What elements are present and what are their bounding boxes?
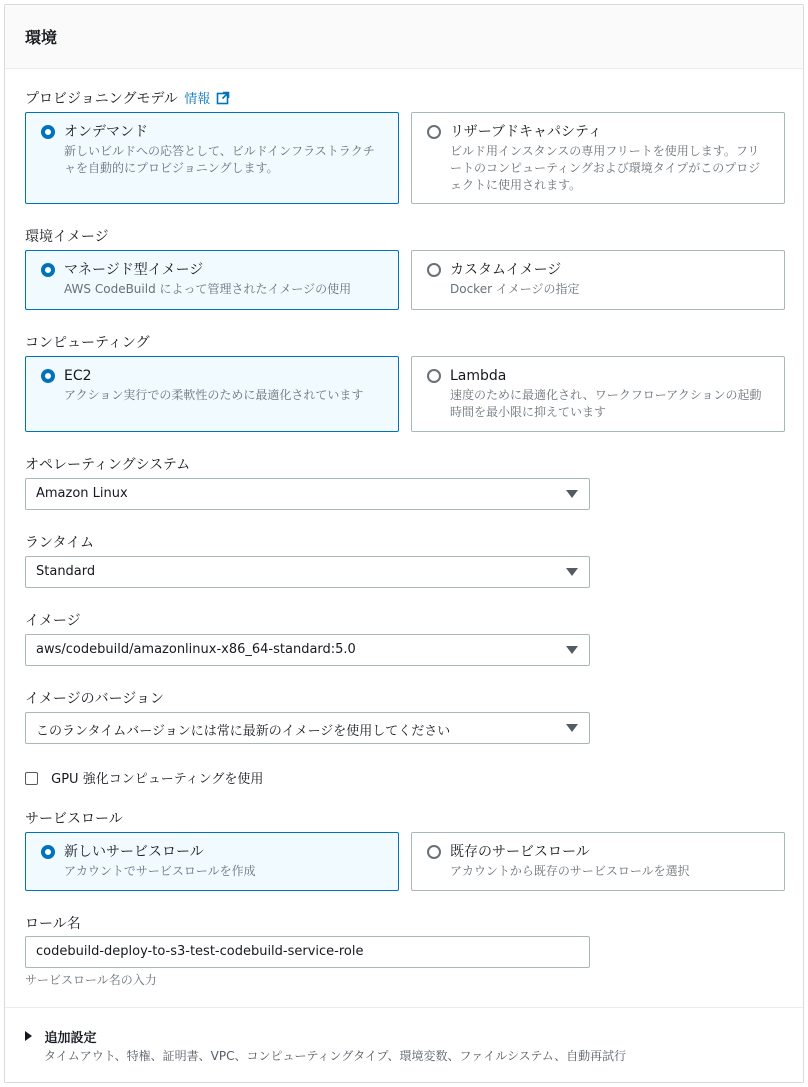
radio-custom-image[interactable] [427, 263, 441, 277]
caret-down-icon [566, 490, 578, 498]
image-version-select[interactable] [25, 712, 590, 744]
tile-description [450, 387, 770, 421]
external-link-icon[interactable] [216, 91, 230, 105]
gpu-checkbox-row[interactable] [25, 768, 263, 787]
desc-line: 速度のために最適化され、ワークフローアクションの起動 [450, 388, 762, 402]
caret-down-icon [566, 646, 578, 654]
desc-line: ェクトに使用されます。 [450, 178, 582, 192]
select-value: Standard [36, 564, 96, 579]
provisioning-label-text: プロビジョニングモデル [25, 91, 178, 107]
additional-settings-description: タイムアウト、特権、証明書、VPC、コンピューティングタイプ、環境変数、ファイルシステム、自動再試行 [44, 1049, 627, 1063]
tile-lambda[interactable] [411, 356, 785, 432]
provisioning-label [25, 88, 230, 108]
tile-ec2[interactable] [25, 356, 399, 432]
panel-title: 環境 [25, 28, 58, 47]
runtime-select[interactable] [25, 556, 590, 588]
radio-reserved-capacity[interactable] [427, 125, 441, 139]
radio-managed-image[interactable] [41, 263, 55, 277]
radio-new-service-role[interactable] [41, 845, 55, 859]
tile-managed-image[interactable] [25, 250, 399, 310]
gpu-checkbox-label[interactable]: GPU 強化コンピューティングを使用 [51, 772, 264, 787]
tile-reserved-capacity[interactable] [411, 112, 785, 204]
tile-custom-image[interactable] [411, 250, 785, 310]
panel-header [5, 5, 803, 69]
tile-title: カスタムイメージ [450, 262, 562, 278]
image-version-label: イメージのバージョン [25, 691, 165, 707]
radio-on-demand[interactable] [41, 125, 55, 139]
desc-line: 時間を最小限に抑えています [450, 405, 607, 419]
tile-description [450, 143, 770, 194]
operating-system-label: オペレーティングシステム [25, 457, 191, 473]
tile-existing-service-role[interactable] [411, 832, 785, 891]
additional-settings-toggle[interactable] [25, 1027, 96, 1046]
tile-description [64, 143, 384, 177]
tile-description: Docker イメージの指定 [450, 282, 580, 296]
additional-settings-title[interactable]: 追加設定 [44, 1031, 97, 1046]
tile-on-demand[interactable] [25, 112, 399, 204]
role-name-input[interactable]: codebuild-deploy-to-s3-test-codebuild-service-role [25, 936, 590, 968]
tile-new-service-role[interactable] [25, 832, 399, 891]
desc-line: ビルド用インスタンスの専用フリートを使用します。フリ [450, 144, 760, 158]
radio-existing-service-role[interactable] [427, 845, 441, 859]
tile-title: 新しいサービスロール [64, 844, 204, 860]
tile-description: アクション実行での柔軟性のために最適化されています [64, 388, 364, 402]
tile-title: 既存のサービスロール [450, 844, 590, 860]
gpu-checkbox[interactable] [25, 772, 38, 785]
desc-line: ートのコンピューティングおよび環境タイプがこのプロジ [450, 161, 761, 175]
runtime-label: ランタイム [25, 535, 95, 551]
tile-description: アカウントでサービスロールを作成 [64, 864, 256, 878]
compute-label: コンピューティング [25, 335, 150, 351]
select-value: Amazon Linux [36, 486, 128, 501]
radio-ec2[interactable] [41, 369, 55, 383]
image-select[interactable] [25, 634, 590, 666]
environment-panel [4, 4, 804, 1083]
tile-title: EC2 [64, 368, 92, 384]
desc-line: ャを自動的にプロビジョニングします。 [64, 161, 279, 175]
tile-title: Lambda [450, 368, 507, 384]
desc-line: 新しいビルドへの応答として、ビルドインフラストラクチ [64, 144, 375, 158]
tile-title: リザーブドキャパシティ [450, 124, 602, 140]
service-role-label: サービスロール [25, 811, 123, 827]
select-value: aws/codebuild/amazonlinux-x86_64-standard:5.0 [36, 642, 356, 657]
tile-description: アカウントから既存のサービスロールを選択 [450, 864, 690, 878]
divider [5, 1007, 803, 1008]
select-value: このランタイムバージョンには常に最新のイメージを使用してください [36, 724, 451, 739]
caret-right-icon[interactable] [25, 1031, 32, 1041]
tile-title: マネージド型イメージ [64, 262, 204, 278]
tile-description: AWS CodeBuild によって管理されたイメージの使用 [64, 282, 352, 296]
tile-title: オンデマンド [64, 124, 148, 140]
image-label: イメージ [25, 613, 81, 629]
info-link-text[interactable]: 情報 [184, 92, 211, 107]
role-name-label: ロール名 [25, 916, 81, 932]
caret-down-icon [566, 568, 578, 576]
caret-down-icon [566, 724, 578, 732]
environment-image-label: 環境イメージ [25, 229, 109, 245]
radio-lambda[interactable] [427, 369, 441, 383]
operating-system-select[interactable] [25, 478, 590, 510]
info-link[interactable] [184, 92, 230, 107]
role-name-hint: サービスロール名の入力 [25, 973, 157, 987]
